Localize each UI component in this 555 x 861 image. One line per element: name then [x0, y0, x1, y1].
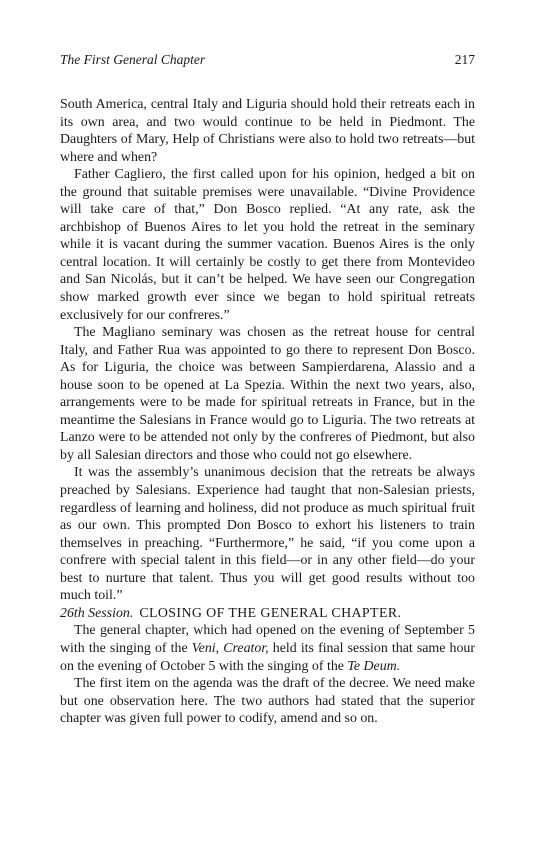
session-title: CLOSING OF THE GENERAL CHAPTER.: [139, 605, 402, 621]
text-run: South America, central Italy and Liguria should hold their retreats each in its own area, and two would continue to be held in Piedmont. The Daughters of Mary, Help of Christians were also to hold two retreats—but where and when?: [60, 97, 475, 165]
session-heading: [60, 605, 475, 623]
chapter-title: The First General Chapter: [60, 52, 206, 67]
paragraph: [60, 622, 475, 675]
paragraph: [60, 96, 475, 166]
italic-text: Veni, Creator,: [191, 640, 269, 656]
text-run: Father Cagliero, the first called upon for his opinion, hedged a bit on the ground that suitable premises were unavailable. “Divine Providence will take care of that,” Don Bosco replied. “At any rate, ask the archbishop of Buenos Aires to let you hold the retreat in the seminary while it is vacant during the summer vacation. Buenos Aires is the only central location. It will certainly be costly to get there from Montevideo and San Nicolás, but it can’t be helped. We have seen our Congregation show marked growth ever since we began to hold spiritual retreats exclusively for our confreres.”: [60, 167, 475, 323]
running-head: [60, 52, 475, 70]
body-text: [60, 96, 475, 728]
text-run: The general chapter, which had opened on the evening of September 5 with the singing of the: [60, 623, 475, 656]
paragraph: [60, 166, 475, 324]
paragraphs-before: [60, 96, 475, 605]
book-page: [60, 52, 475, 728]
paragraph: [60, 464, 475, 604]
page-number: 217: [454, 52, 475, 67]
italic-text: Te Deum.: [347, 658, 401, 674]
session-label: 26th Session.: [60, 605, 134, 621]
paragraphs-after: [60, 622, 475, 727]
paragraph: [60, 675, 475, 728]
text-run: It was the assembly’s unanimous decision that the retreats be always preached by Salesians. Experience had taught that non-Salesian priests, regardless of learning and holiness, did not produce as much spiritual fruit as our own. This prompted Don Bosco to exhort his listeners to train themselves in preaching. “Furthermore,” he said, “if you come upon a confrere with special talent in this field—or in any other field—do your best to nurture that talent. Thus you will get good results without too much toil.”: [60, 465, 475, 604]
text-run: The first item on the agenda was the draft of the decree. We need make but one observation here. The two authors had stated that the superior chapter was given full power to codify, amend and so on.: [60, 676, 475, 727]
text-run: held its final session that same hour on the evening of October 5 with the singing of the: [60, 640, 475, 674]
paragraph: [60, 324, 475, 464]
text-run: The Magliano seminary was chosen as the retreat house for central Italy, and Father Rua was appointed to go there to represent Don Bosco. As for Liguria, the choice was between Sampierdarena, Alassio and a house soon to be opened at La Spezia. Within the next two years, also, arrangements were to be made for spiritual retreats in France, but in the meantime the Salesians in France would go to Liguria. The two retreats at Lanzo were to be attended not only by the confreres of Piedmont, but also by all Salesian directors and those who could not go elsewhere.: [60, 325, 475, 463]
